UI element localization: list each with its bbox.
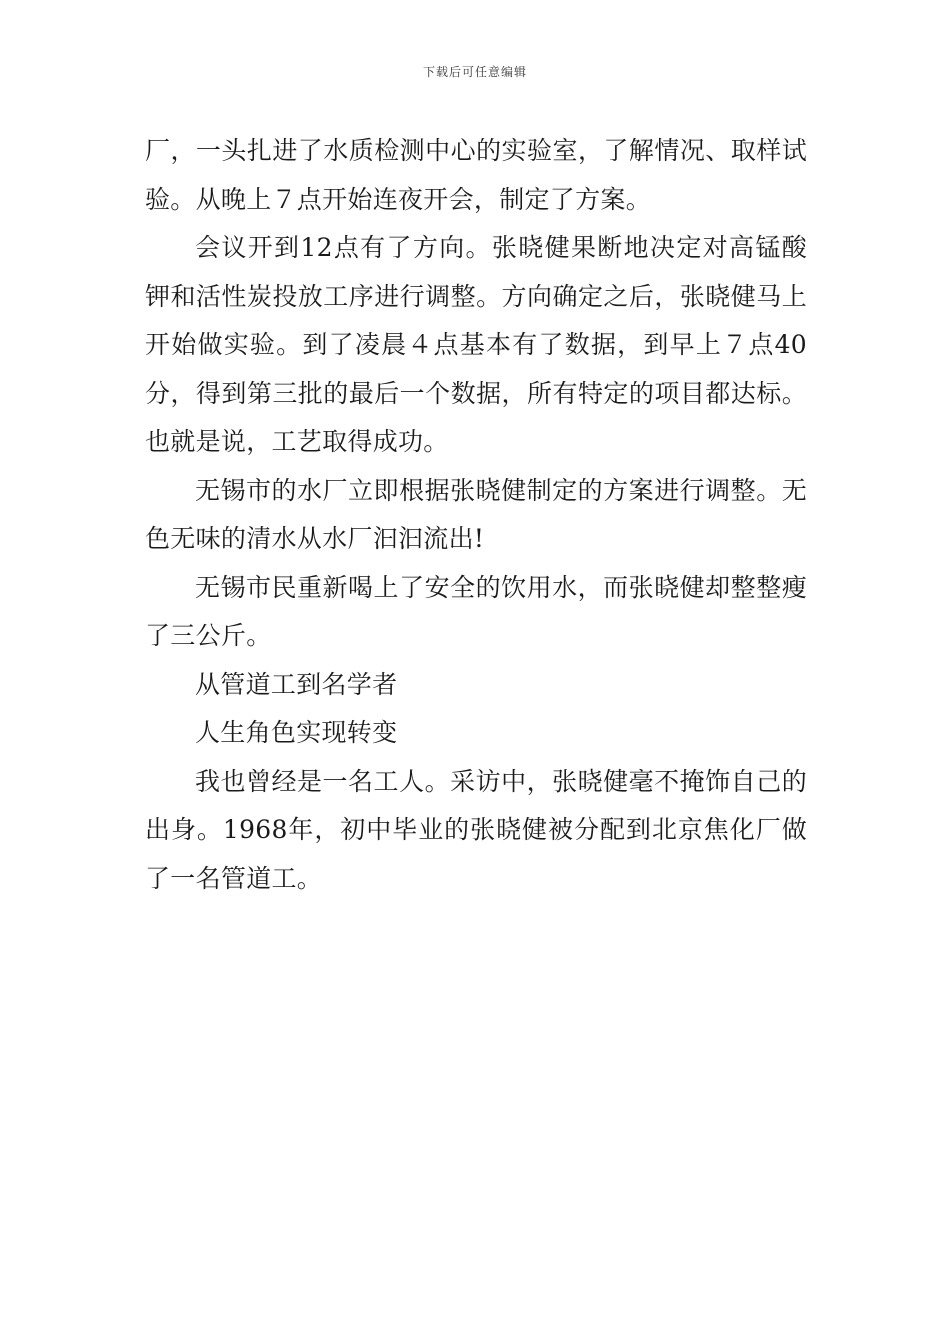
section-heading-2: 人生角色实现转变 xyxy=(195,718,398,747)
paragraph-4: 无锡市民重新喝上了安全的饮用水，而张晓健却整整瘦了三公斤。 xyxy=(145,572,807,650)
paragraph-2: 会议开到12点有了方向。张晓健果断地决定对高锰酸钾和活性炭投放工序进行调整。方向确定之后，张晓健马上开始做实验。到了凌晨４点基本有了数据，到早上７点40分，得到第三批的最后一个数据，所有特定的项目都达标。也就是说，工艺取得成功。 xyxy=(145,233,807,456)
paragraph-5: 我也曾经是一名工人。采访中，张晓健毫不掩饰自己的出身。1968年，初中毕业的张晓健被分配到北京焦化厂做了一名管道工。 xyxy=(145,766,807,893)
document-body xyxy=(145,127,807,903)
paragraph-1: 厂，一头扎进了水质检测中心的实验室，了解情况、取样试验。从晚上７点开始连夜开会，制定了方案。 xyxy=(145,136,807,214)
page-header: 下载后可任意编辑 xyxy=(422,65,527,79)
section-heading-1: 从管道工到名学者 xyxy=(195,669,398,699)
paragraph-3: 无锡市的水厂立即根据张晓健制定的方案进行调整。无色无味的清水从水厂汩汩流出! xyxy=(145,475,807,553)
